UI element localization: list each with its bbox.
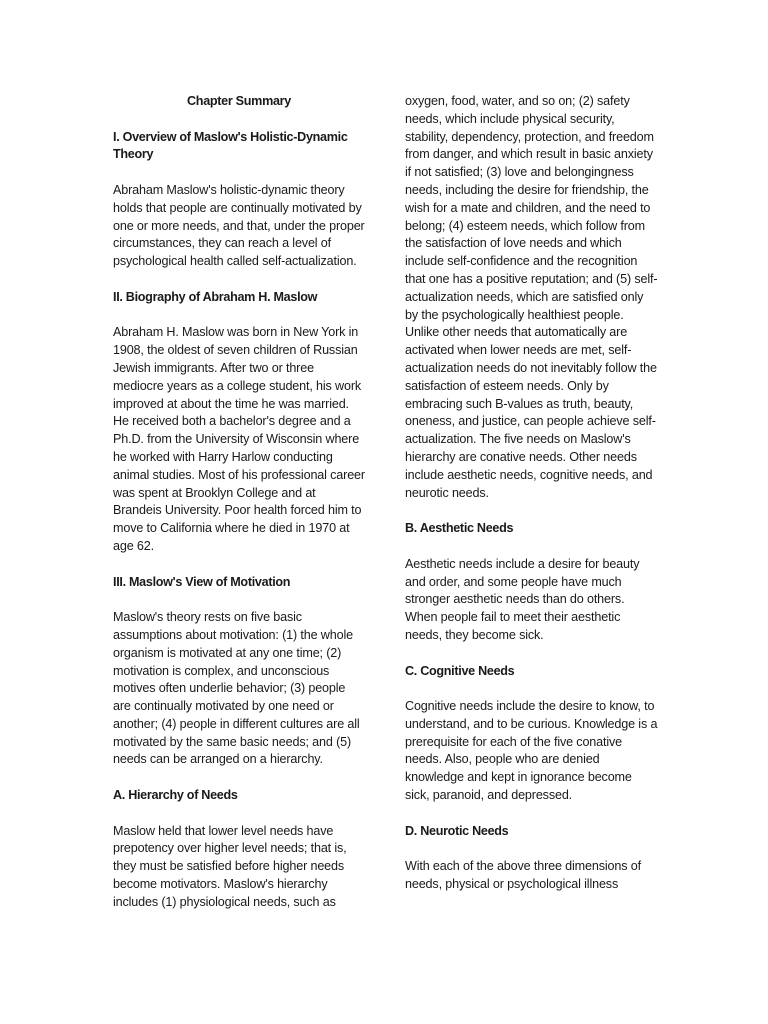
section-heading-overview: I. Overview of Maslow's Holistic-Dynamic Theory: [113, 129, 348, 162]
left-column: [113, 93, 365, 929]
continued-paragraph: oxygen, food, water, and so on; (2) safety needs, which include physical security, stability, dependency, protection, and freedom from danger, and which result in basic anxiety if not satisfied; (3) love and belongingness needs, including the desire for friendship, the wish for a mate and children, and the need to belong; (4) esteem needs, which follow from the satisfaction of love needs and which include self-confidence and the recognition that one has a positive reputation; and (5) self-actualization needs, which are satisfied only by the psychologically healthiest people. Unlike other needs that automatically are activated when lower needs are met, self-actualization needs do not inevitably follow the satisfaction of esteem needs. Only by embracing such B-values as truth, beauty, oneness, and justice, can people achieve self-actualization. The five needs on Maslow's hierarchy are conative needs. Other needs include aesthetic needs, cognitive needs, and neurotic needs.: [405, 94, 658, 500]
section-body-aesthetic: Aesthetic needs include a desire for beauty and order, and some people have much stronger aesthetic needs than do others. When people fail to meet their aesthetic needs, they become sick.: [405, 556, 640, 642]
section-heading-aesthetic: B. Aesthetic Needs: [405, 521, 514, 536]
right-column: [405, 93, 658, 912]
section-body-cognitive: Cognitive needs include the desire to know, to understand, and to be curious. Knowledge is a prerequisite for each of the five conative needs. Also, people who are denied knowledge and kept in ignorance become sick, paranoid, and depressed.: [405, 699, 658, 803]
section-heading-biography: II. Biography of Abraham H. Maslow: [113, 289, 318, 304]
section-body-motivation: Maslow's theory rests on five basic assumptions about motivation: (1) the whole organism is motivated at any one time; (2) motivation is complex, and unconscious motives often underlie behavior; (3) people are continually motivated by one need or another; (4) people in different cultures are all motivated by the same basic needs; and (5) needs can be arranged on a hierarchy.: [113, 610, 360, 767]
chapter-title: Chapter Summary: [187, 94, 291, 108]
section-body-biography: Abraham H. Maslow was born in New York in 1908, the oldest of seven children of Russian Jewish immigrants. After two or three mediocre years as a college student, his work improved at about the time he was married. He received both a bachelor's degree and a Ph.D. from the University of Wisconsin where he worked with Harry Harlow conducting animal studies. Most of his professional career was spent at Brooklyn College and at Brandeis University. Poor health forced him to move to California where he died in 1970 at age 62.: [113, 325, 365, 553]
section-heading-motivation: III. Maslow's View of Motivation: [113, 574, 291, 589]
section-body-overview: Abraham Maslow's holistic-dynamic theory holds that people are continually motivated by one or more needs, and that, under the proper circumstances, they can reach a level of psychological health called self-actualization.: [113, 182, 365, 269]
section-heading-neurotic: D. Neurotic Needs: [405, 823, 509, 838]
section-body-neurotic: With each of the above three dimensions of needs, physical or psychological illness: [405, 859, 641, 892]
section-heading-hierarchy: A. Hierarchy of Needs: [113, 788, 238, 803]
section-body-hierarchy: Maslow held that lower level needs have prepotency over higher level needs; that is, they must be satisfied before higher needs become motivators. Maslow's hierarchy includes (1) physiological needs, such as: [113, 823, 347, 909]
section-heading-cognitive: C. Cognitive Needs: [405, 663, 515, 678]
